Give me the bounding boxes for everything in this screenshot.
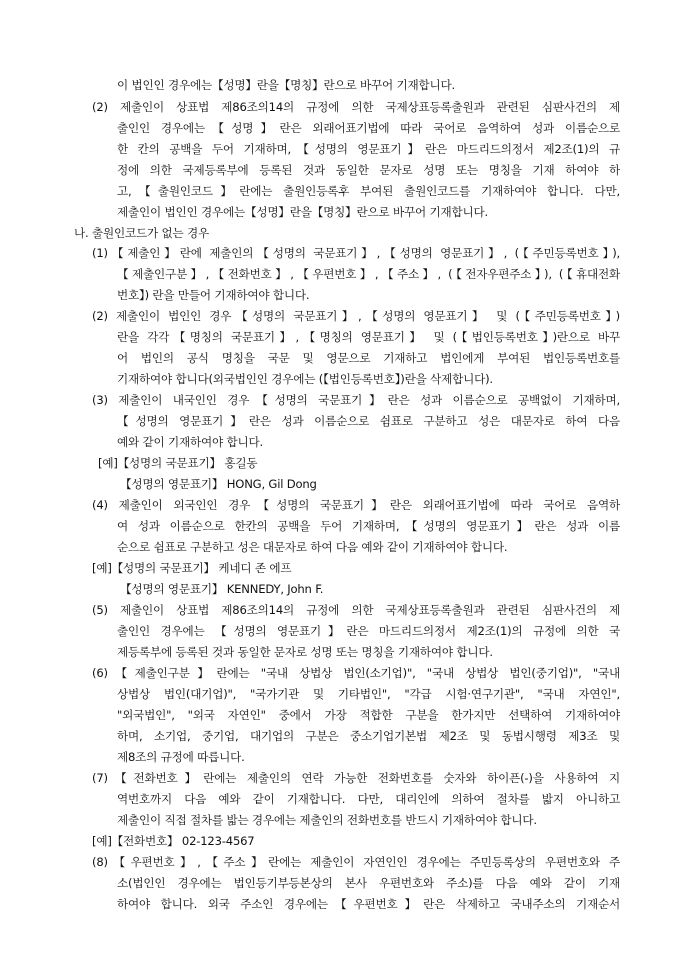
text-line: (7)【전화번호】란에는 제출인의 연락 가능한 전화번호를 숫자와 하이픈(-)을 사용하여 지	[92, 771, 620, 785]
text-line: 예와 같이 기재하여야 합니다.	[117, 435, 263, 449]
text-line: 【제출인구분】,【전화번호】,【우편번호】,【주소】, (【전자우편주소】), (【휴대전화	[117, 267, 620, 281]
text-line: (2) 제출인이 법인인 경우【성명의 국문표기】,【성명의 영문표기】 및 (【주민등록번호】)	[92, 309, 620, 323]
text-line: 기재하여야 합니다(외국법인인 경우에는 (【법인등록번호】)란을 삭제합니다).	[117, 372, 493, 386]
text-line: 제등록부에 등록된 것과 동일한 문자로 성명 또는 명칭을 기재하여야 합니다.	[117, 645, 493, 659]
text-line: (5) 제출인이 상표법 제86조의14의 규정에 의한 국제상표등록출원과 관련된 심판사건의 제	[92, 603, 620, 617]
text-line: 【성명의 영문표기】란은 성과 이름순으로 쉼표로 구분하고 성은 대문자로 하여 다음	[117, 414, 620, 428]
text-line: 어 법인의 공식 명칭을 국문 및 영문으로 기재하고 법인에게 부여된 법인등록번호를	[117, 351, 620, 365]
text-line: (6)【제출인구분】란에는 "국내 상법상 법인(소기업)", "국내 상법상 법인(중기업)", "국내	[92, 666, 620, 680]
text-line: 정에 의한 국제등록부에 등록된 것과 동일한 문자로 성명 또는 명칭을 기재 하여야 하	[117, 163, 620, 177]
text-line: (2) 제출인이 상표법 제86조의14의 규정에 의한 국제상표등록출원과 관련된 심판사건의 제	[92, 100, 620, 114]
text-line: 하여야 합니다. 외국 주소인 경우에는【우편번호】란은 삭제하고 국내주소의 기재순서	[117, 897, 620, 911]
example-line: [예]【성명의 국문표기】 케네디 존 에프	[92, 561, 292, 575]
text-line: 번호】) 란을 만들어 기재하여야 합니다.	[117, 288, 310, 302]
text-line: (8)【우편번호】,【주소】란에는 제출인이 자연인인 경우에는 주민등록상의 우편번호와 주	[92, 855, 620, 869]
text-line: 하며, 소기업, 중기업, 대기업의 구분은 중소기업기본법 제2조 및 동법시행령 제3조 및	[117, 729, 620, 743]
text-line: (3) 제출인이 내국인인 경우【성명의 국문표기】란은 성과 이름순으로 공백없이 기재하며,	[92, 393, 620, 407]
text-line: 출인인 경우에는 【성명의 영문표기】란은 마드리드의정서 제2조(1)의 규정에 의한 국	[117, 624, 620, 638]
text-line: 제출인이 직접 절차를 밟는 경우에는 제출인의 전화번호를 반드시 기재하여야 합니다.	[117, 813, 537, 827]
example-line: [예]【성명의 국문표기】 홍길동	[98, 456, 258, 470]
example-line: [예]【전화번호】 02-123-4567	[92, 834, 255, 848]
text-line: 란을 각각【명칭의 국문표기】,【명칭의 영문표기】 및 (【법인등록번호】)란으로 바꾸	[117, 330, 620, 344]
text-line: 순으로 쉼표로 구분하고 성은 대문자로 하여 다음 예와 같이 기재하여야 합니다.	[117, 540, 508, 554]
text-line: (4) 제출인이 외국인인 경우【성명의 국문표기】란은 외래어표기법에 따라 국어로 음역하	[92, 498, 620, 512]
text-line: 출인인 경우에는【성명】란은 외래어표기법에 따라 국어로 음역하여 성과 이름순으로	[117, 121, 620, 135]
example-line: 【성명의 영문표기】 HONG, Gil Dong	[120, 477, 317, 491]
text-line: 상법상 법인(대기업)", "국가기관 및 기타법인", "각급 시험·연구기관", "국내 자연인",	[117, 687, 620, 701]
text-line: 한 칸의 공백을 두어 기재하며,【성명의 영문표기】란은 마드리드의정서 제2조(1)의 규	[117, 142, 620, 156]
text-line: 고,【출원인코드】란에는 출원인등록후 부여된 출원인코드를 기재하여야 합니다. 다만,	[117, 184, 620, 198]
text-line: 이 법인인 경우에는【성명】란을【명칭】란으로 바꾸어 기재합니다.	[117, 78, 455, 92]
text-line: "외국법인", "외국 자연인" 중에서 가장 적합한 구분을 한가지만 선택하여 기재하여야	[117, 708, 620, 722]
text-line: 제8조의 규정에 따릅니다.	[117, 750, 245, 764]
text-line: 제출인이 법인인 경우에는【성명】란을【명칭】란으로 바꾸어 기재합니다.	[117, 205, 488, 219]
text-line: 여 성과 이름순으로 한칸의 공백을 두어 기재하며,【성명의 영문표기】란은 성과 이름	[117, 519, 620, 533]
text-line: 역번호까지 다음 예와 같이 기재합니다. 다만, 대리인에 의하여 절차를 밟지 아니하고	[117, 792, 620, 806]
example-line: 【성명의 영문표기】 KENNEDY, John F.	[120, 582, 324, 596]
section-heading: 나. 출원인코드가 없는 경우	[74, 226, 209, 240]
text-line: (1)【제출인】란에 제출인의【성명의 국문표기】,【성명의 영문표기】, (【주민등록번호】),	[92, 246, 620, 260]
text-line: 소(법인인 경우에는 법인등기부등본상의 본사 우편번호와 주소)를 다음 예와 같이 기재	[117, 876, 620, 890]
